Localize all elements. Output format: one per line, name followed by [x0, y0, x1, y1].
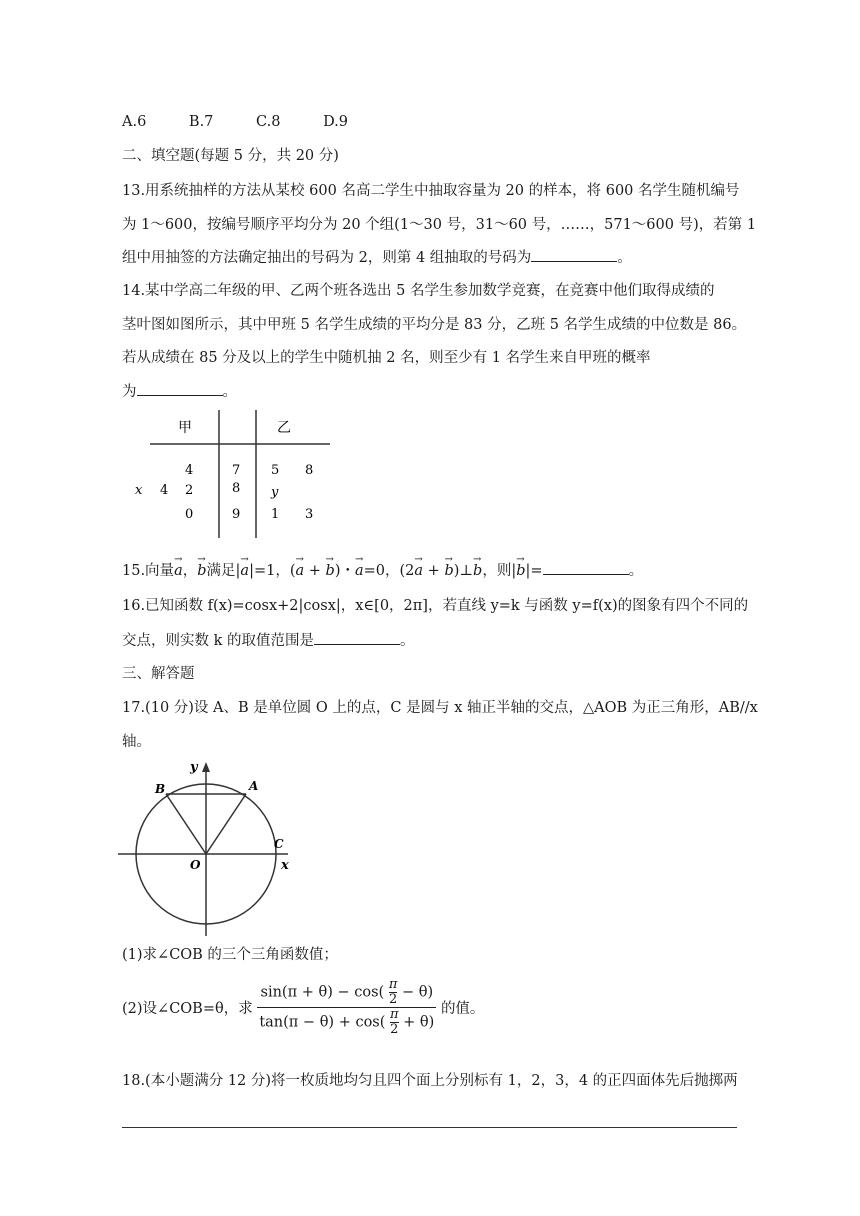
q15-cond: 满足| — [206, 563, 241, 579]
choice-a: A.6 — [122, 114, 147, 130]
label-c: C — [274, 837, 284, 851]
header-jia: 甲 — [178, 420, 192, 436]
vector-a: → a — [414, 561, 423, 581]
leaf-right: 1 — [271, 507, 280, 522]
two: 2 — [390, 1022, 399, 1037]
section-heading-solutions: 三、解答题 — [122, 666, 195, 682]
unit-circle-figure — [118, 758, 308, 938]
q18-line1: 18.(本小题满分 12 分)将一枚质地均匀且四个面上分别标有 1，2，3，4 的正四面体先后抛掷两 — [122, 1073, 738, 1089]
fraction-numerator — [257, 978, 436, 1008]
answer-blank — [137, 381, 223, 396]
answer-blank — [531, 247, 617, 262]
choice-c: C.8 — [256, 114, 281, 130]
pi: π — [388, 977, 398, 992]
stem: 7 — [232, 463, 241, 478]
y-axis-arrow — [202, 762, 210, 772]
leaf-left: 4 — [160, 483, 169, 498]
q15-eq0: =0，(2 — [363, 563, 415, 579]
label-y: y — [190, 760, 198, 775]
denominator-left: tan(π − θ) + cos( — [259, 1014, 386, 1031]
trig-fraction — [257, 978, 436, 1037]
q15-prefix: 15.向量 — [122, 563, 175, 579]
vector-b: → b — [326, 561, 335, 581]
answer-blank — [543, 560, 629, 575]
pi: π — [390, 1007, 399, 1022]
leaf-right: 3 — [305, 507, 314, 522]
segment-ob — [166, 794, 206, 854]
q15-dot: )・ — [334, 563, 355, 579]
vector-b: → b — [516, 561, 525, 581]
q15-then: ，则| — [482, 563, 517, 579]
stem: 9 — [232, 507, 241, 522]
q17-line1: 17.(10 分)设 A、B 是单位圆 O 上的点，C 是圆与 x 轴正半轴的交点，△AOB 为正三角形，AB//x — [122, 700, 758, 716]
q16-end: 。 — [400, 633, 415, 649]
q14-line1: 14.某中学高二年级的甲、乙两个班各选出 5 名学生参加数学竞赛，在竞赛中他们取得成绩的 — [122, 283, 715, 299]
vector-b: → b — [473, 561, 482, 581]
q15-line: 15.向量→ a，→ b满足|→ a|=1，(→ a + → b)・→ a=0，(2→ a + → b)⊥→ b，则|→ b|= 。 — [122, 560, 643, 581]
q15-perp: )⊥ — [453, 563, 474, 579]
numerator-left: sin(π + θ) − cos( — [260, 984, 385, 1001]
q14-line2: 茎叶图如图所示，其中甲班 5 名学生成绩的平均分是 83 分，乙班 5 名学生成绩的中位数是 86。 — [122, 317, 747, 333]
leaf-left-x: x — [135, 483, 143, 498]
q17-line2: 轴。 — [122, 734, 151, 750]
numerator-right: − θ) — [401, 984, 434, 1001]
choice-d: D.9 — [323, 114, 349, 130]
q14-text: 为 — [122, 384, 137, 400]
leaf-right-y: y — [271, 485, 279, 500]
q13-line1: 13.用系统抽样的方法从某校 600 名高二学生中抽取容量为 20 的样本，将 600 名学生随机编号 — [122, 183, 740, 199]
answer-blank — [314, 630, 400, 645]
q17-part1: (1)求∠COB 的三个三角函数值； — [122, 947, 338, 963]
label-x: x — [281, 858, 289, 873]
q14-line3: 若从成绩在 85 分及以上的学生中随机抽 2 名，则至少有 1 名学生来自甲班的概率 — [122, 350, 651, 366]
q13-end: 。 — [617, 250, 632, 266]
q13-text: 组中用抽签的方法确定抽出的号码为 2，则第 4 组抽取的号码为 — [122, 250, 532, 266]
q14-end: 。 — [222, 384, 237, 400]
q16-line1: 16.已知函数 f(x)=cosx+2|cosx|，x∈[0，2π]，若直线 y=k 与函数 y=f(x)的图象有四个不同的 — [122, 598, 749, 614]
label-b: B — [155, 782, 166, 796]
vector-a: → a — [240, 561, 249, 581]
choice-b: B.7 — [188, 114, 214, 130]
q17-part2-prefix: (2)设∠COB=θ，求 — [122, 1001, 253, 1017]
label-a: A — [249, 779, 259, 793]
vector-a: → a — [355, 561, 364, 581]
vector-b: → b — [444, 561, 453, 581]
q13-line2: 为 1～600，按编号顺序平均分为 20 个组(1～30 号，31～60 号，……，571～600 号)，若第 1 — [122, 217, 757, 233]
vector-b: → b — [197, 561, 206, 581]
two: 2 — [388, 992, 398, 1007]
q13-line3 — [122, 247, 632, 268]
stem-leaf-plot — [125, 408, 340, 543]
leaf-left: 4 — [185, 463, 194, 478]
q15-end: 。 — [628, 563, 644, 579]
q15-plus: + — [423, 563, 445, 579]
q17-part2-suffix: 的值。 — [440, 1001, 485, 1017]
label-o: O — [190, 858, 201, 872]
leaf-left: 2 — [185, 483, 194, 498]
leaf-right: 5 — [271, 463, 280, 478]
pi-over-2 — [390, 1008, 399, 1037]
segment-oa — [206, 794, 246, 854]
section-heading-fill-in: 二、填空题(每题 5 分，共 20 分) — [122, 148, 339, 164]
header-yi: 乙 — [277, 420, 291, 436]
q16-line2 — [122, 630, 415, 651]
q15-plus: + — [304, 563, 326, 579]
denominator-right: + θ) — [403, 1014, 435, 1031]
q14-line4 — [122, 381, 237, 402]
q15-eqend: |= — [525, 563, 543, 579]
fraction-denominator — [257, 1008, 436, 1037]
footer-rule — [122, 1127, 737, 1128]
vector-a: → a — [295, 561, 304, 581]
q17-part2 — [122, 978, 484, 1037]
pi-over-2 — [389, 978, 398, 1007]
stem: 8 — [232, 481, 241, 496]
leaf-right: 8 — [305, 463, 314, 478]
leaf-left: 0 — [185, 507, 194, 522]
vector-a: → a — [174, 561, 183, 581]
answer-choices — [122, 112, 386, 132]
q15-eq1: |=1，( — [249, 563, 296, 579]
q16-text: 交点，则实数 k 的取值范围是 — [122, 633, 315, 649]
